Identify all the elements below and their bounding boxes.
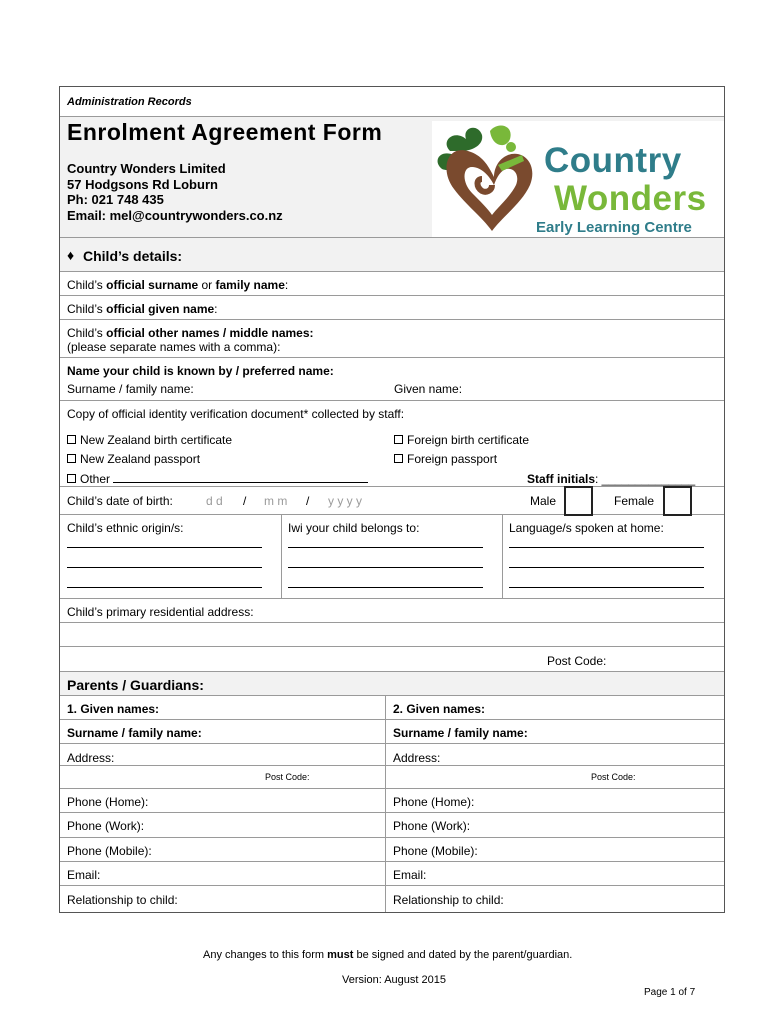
company-phone: Ph: 021 748 435 <box>67 192 164 207</box>
dob-slash-1: / <box>243 494 247 508</box>
header-block <box>60 117 724 238</box>
parent1-phone-home-label[interactable]: Phone (Home): <box>67 795 149 809</box>
male-label: Male <box>530 494 557 508</box>
female-checkbox[interactable] <box>663 486 692 516</box>
parents-header <box>60 672 724 696</box>
parent2-relationship-label[interactable]: Relationship to child: <box>393 893 504 907</box>
footer-page-number: Page 1 of 7 <box>644 987 696 998</box>
logo-text-elc: Early Learning Centre <box>536 219 692 236</box>
checkbox-other[interactable]: Other <box>67 472 368 486</box>
ethnic-origin-label: Child’s ethnic origin/s: <box>67 521 184 535</box>
company-name: Country Wonders Limited <box>67 161 226 176</box>
logo-text-wonders: Wonders <box>554 179 707 218</box>
parent-given-row <box>60 696 724 720</box>
dob-label: Child’s date of birth: <box>67 494 173 508</box>
checkbox-foreign-passport[interactable]: Foreign passport <box>394 452 497 466</box>
enrolment-form <box>59 86 725 913</box>
staff-initials-field[interactable]: Staff initials: ______________ <box>527 472 696 486</box>
ethnic-line-3[interactable] <box>67 587 262 588</box>
checkbox-nz-birth-cert[interactable]: New Zealand birth certificate <box>67 433 232 447</box>
childs-details-header <box>60 238 724 272</box>
preferred-name-field[interactable] <box>60 358 724 401</box>
checkbox-nz-passport[interactable]: New Zealand passport <box>67 452 200 466</box>
language-line-1[interactable] <box>509 547 704 548</box>
child-given-name-field[interactable] <box>60 296 724 320</box>
child-other-names-label: Child’s official other names / middle names: <box>67 326 314 340</box>
child-post-code-label: Post Code: <box>547 654 607 668</box>
iwi-label: Iwi your child belongs to: <box>288 521 420 535</box>
parent-phone-mobile-row <box>60 838 724 862</box>
parent2-address-label[interactable]: Address: <box>393 751 441 765</box>
id-document-label: Copy of official identity verification document* collected by staff: <box>67 407 405 421</box>
checkbox-icon <box>67 454 76 463</box>
admin-records-row <box>60 87 724 117</box>
parent-surname-row <box>60 720 724 744</box>
parent2-phone-home-label[interactable]: Phone (Home): <box>393 795 475 809</box>
parent1-address-label[interactable]: Address: <box>67 751 115 765</box>
parent1-phone-work-label[interactable]: Phone (Work): <box>67 819 145 833</box>
ethnic-iwi-language-row <box>60 515 724 599</box>
female-label: Female <box>614 494 655 508</box>
iwi-line-3[interactable] <box>288 587 483 588</box>
parent2-phone-work-label[interactable]: Phone (Work): <box>393 819 471 833</box>
child-surname-field[interactable] <box>60 272 724 296</box>
other-blank-line[interactable] <box>113 473 368 483</box>
column-divider <box>281 515 282 598</box>
country-wonders-logo <box>432 121 724 237</box>
logo-text-country: Country <box>544 141 682 180</box>
parent2-surname-label[interactable]: Surname / family name: <box>393 726 528 740</box>
company-address: 57 Hodgsons Rd Loburn <box>67 177 218 192</box>
preferred-surname-label: Surname / family name: <box>67 382 194 396</box>
iwi-line-2[interactable] <box>288 567 483 568</box>
checkbox-icon <box>394 435 403 444</box>
parent1-surname-label[interactable]: Surname / family name: <box>67 726 202 740</box>
language-label: Language/s spoken at home: <box>509 521 664 535</box>
dob-dd[interactable]: d d <box>206 494 223 508</box>
parent1-post-code-label[interactable]: Post Code: <box>265 772 310 782</box>
dob-yyyy[interactable]: y y y y <box>328 494 363 508</box>
childs-details-title: Child’s details: <box>83 248 183 264</box>
child-other-names-note: (please separate names with a comma): <box>67 340 281 354</box>
iwi-line-1[interactable] <box>288 547 483 548</box>
child-address-row-2[interactable] <box>60 623 724 647</box>
parent2-given-label[interactable]: 2. Given names: <box>393 702 486 716</box>
child-address-row-1[interactable] <box>60 599 724 623</box>
id-document-block <box>60 401 724 487</box>
parent-address-row <box>60 744 724 789</box>
parent2-phone-mobile-label[interactable]: Phone (Mobile): <box>393 844 478 858</box>
company-email: Email: mel@countrywonders.co.nz <box>67 208 283 223</box>
parent1-given-label[interactable]: 1. Given names: <box>67 702 160 716</box>
child-surname-label: Child’s official surname or family name: <box>67 278 289 292</box>
parent2-email-label[interactable]: Email: <box>393 868 427 882</box>
column-divider <box>502 515 503 598</box>
admin-records-label: Administration Records <box>67 96 192 108</box>
child-address-label: Child’s primary residential address: <box>67 605 254 619</box>
checkbox-icon <box>394 454 403 463</box>
dob-row <box>60 487 724 515</box>
preferred-name-label: Name your child is known by / preferred name: <box>67 364 334 378</box>
male-checkbox[interactable] <box>564 486 593 516</box>
parent1-phone-mobile-label[interactable]: Phone (Mobile): <box>67 844 152 858</box>
ethnic-line-1[interactable] <box>67 547 262 548</box>
preferred-given-label: Given name: <box>394 382 463 396</box>
address-divider <box>60 765 724 766</box>
parents-title: Parents / Guardians: <box>67 677 204 693</box>
ethnic-line-2[interactable] <box>67 567 262 568</box>
checkbox-icon <box>67 474 76 483</box>
parent-email-row <box>60 862 724 886</box>
child-address-row-3[interactable] <box>60 647 724 672</box>
dob-slash-2: / <box>306 494 310 508</box>
parents-grid <box>60 696 724 912</box>
footer-version: Version: August 2015 <box>342 974 446 986</box>
language-line-3[interactable] <box>509 587 704 588</box>
footer-note: Any changes to this form must be signed and dated by the parent/guardian. <box>203 949 573 961</box>
parent-phone-home-row <box>60 789 724 813</box>
parent1-relationship-label[interactable]: Relationship to child: <box>67 893 178 907</box>
parent1-email-label[interactable]: Email: <box>67 868 101 882</box>
checkbox-icon <box>67 435 76 444</box>
child-other-names-field[interactable] <box>60 320 724 358</box>
parent2-post-code-label[interactable]: Post Code: <box>591 772 636 782</box>
language-line-2[interactable] <box>509 567 704 568</box>
form-title: Enrolment Agreement Form <box>67 119 383 145</box>
parent-phone-work-row <box>60 813 724 838</box>
checkbox-foreign-birth-cert[interactable]: Foreign birth certificate <box>394 433 529 447</box>
dob-mm[interactable]: m m <box>264 494 288 508</box>
parent-relationship-row <box>60 886 724 912</box>
child-given-name-label: Child’s official given name: <box>67 302 218 316</box>
diamond-icon: ♦ <box>67 247 75 263</box>
